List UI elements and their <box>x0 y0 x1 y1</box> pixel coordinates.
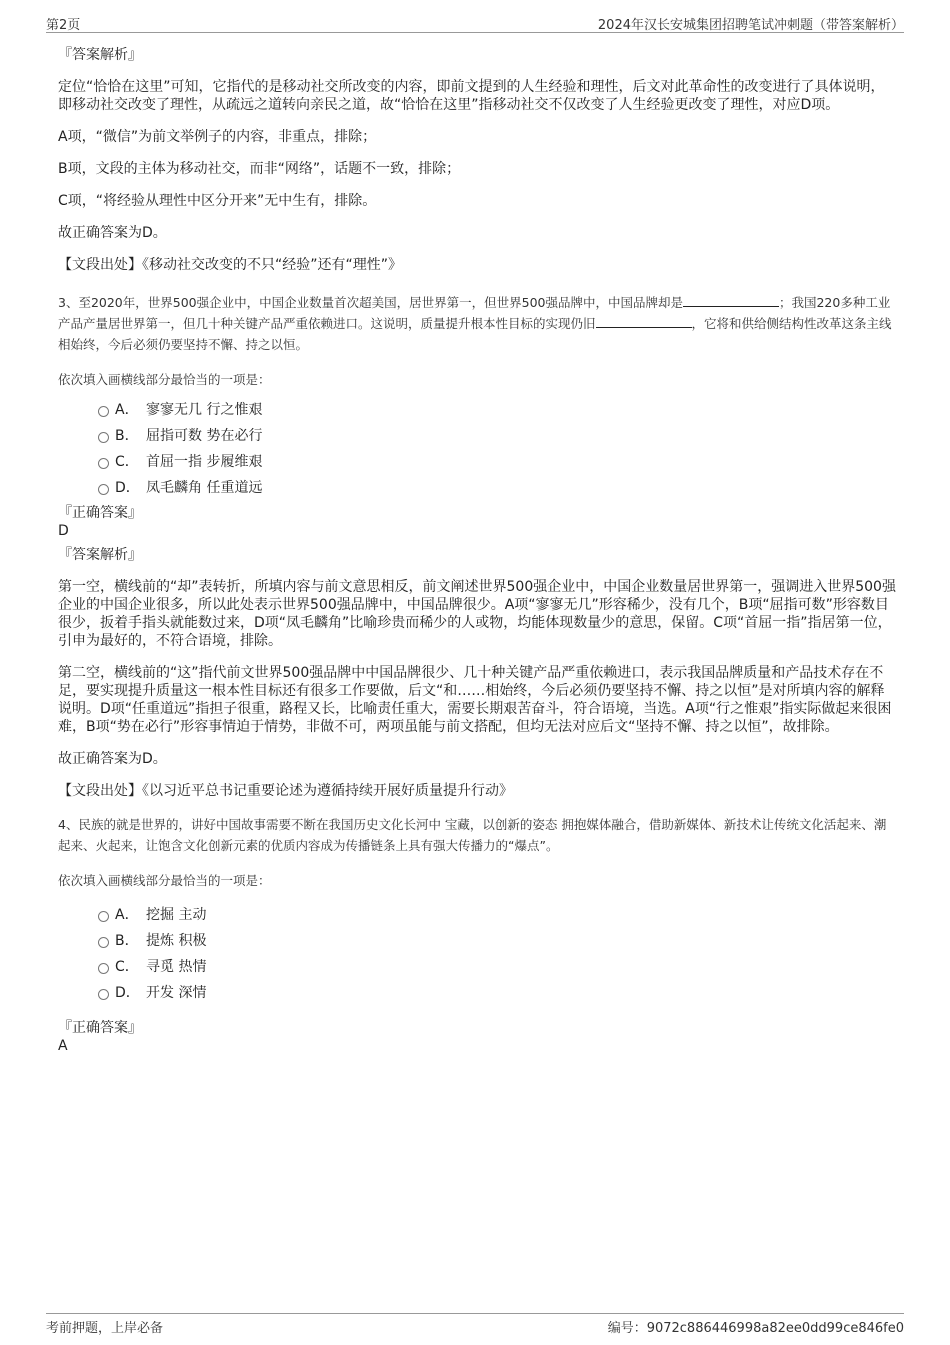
q3-conclusion: 故正确答案为D。 <box>58 751 167 767</box>
q2-analysis-p4: C项，“将经验从理性中区分开来”无中生有，排除。 <box>58 193 377 209</box>
document-title: 2024年汉长安城集团招聘笔试冲刺题（带答案解析） <box>597 18 904 33</box>
q3-option-c[interactable]: C． 首屈一指 步履维艰 <box>58 452 896 478</box>
blank-line <box>683 294 779 307</box>
radio-button[interactable] <box>98 963 109 974</box>
q3-answer: D <box>58 523 69 539</box>
q2-source: 【文段出处】《移动社交改变的不只“经验”还有“理性”》 <box>58 257 403 273</box>
q2-analysis-p1: 定位“恰恰在这里”可知，它指代的是移动社交所改变的内容，即前文提到的人生经验和理性，后文对此革命性的改变进行了具体说明，即移动社交改变了理性，从疏远之道转向亲民之道，故“恰恰在这里”指移动社交不仅改变了人生经验更改变了理性，对应D项。 <box>58 79 885 113</box>
q4-option-a[interactable]: A． 挖掘 主动 <box>58 905 896 931</box>
q2-analysis-p2: A项，“微信”为前文举例子的内容，非重点，排除； <box>58 129 377 145</box>
q2-analysis-p3: B项，文段的主体为移动社交，而非“网络”，话题不一致，排除； <box>58 161 461 177</box>
q4-answer-label: 『正确答案』 <box>58 1020 142 1036</box>
q4-option-c[interactable]: C． 寻觅 热情 <box>58 957 896 983</box>
radio-button[interactable] <box>98 484 109 495</box>
q3-options <box>58 400 896 504</box>
q3-answer-label: 『正确答案』 <box>58 505 142 521</box>
radio-button[interactable] <box>98 937 109 948</box>
page-number: 第2页 <box>46 18 81 33</box>
q4-option-b[interactable]: B． 提炼 积极 <box>58 931 896 957</box>
q3-analysis-p1: 第一空，横线前的“却”表转折，所填内容与前文意思相反，前文阐述世界500强企业中，中国企业数量居世界第一，强调进入世界500强企业的中国企业很多，所以此处表示世界500强品牌中，中国品牌很少。A项“寥寥无几”形容稀少，没有几个，B项“屈指可数”形容数目很少，扳着手指头就能数过来，D项“凤毛麟角”比喻珍贵而稀少的人或物，均能体现数量少的意思，保留。C项“首屈一指”指居第一位，引申为最好的，不符合语境，排除。 <box>58 579 896 649</box>
q4-answer: A <box>58 1038 68 1054</box>
q3-option-d[interactable]: D． 凤毛麟角 任重道远 <box>58 478 896 504</box>
radio-button[interactable] <box>98 989 109 1000</box>
page-header <box>46 12 904 33</box>
document-code: 编号：9072c886446998a82ee0dd99ce846fe0 <box>607 1321 904 1336</box>
q2-conclusion: 故正确答案为D。 <box>58 225 167 241</box>
radio-button[interactable] <box>98 458 109 469</box>
page-footer <box>46 1313 904 1336</box>
q4-options <box>58 905 896 1009</box>
q3-option-b[interactable]: B． 屈指可数 势在必行 <box>58 426 896 452</box>
q3-analysis-label: 『答案解析』 <box>58 547 142 563</box>
footer-slogan: 考前押题，上岸必备 <box>46 1321 164 1336</box>
q3-analysis-p2: 第二空，横线前的“这”指代前文世界500强品牌中中国品牌很少、几十种关键产品严重依赖进口，表示我国品牌质量和产品技术存在不足，要实现提升质量这一根本性目标还有很多工作要做，后文“和……相始终，今后必须仍要坚持不懈、持之以恒”是对所填内容的解释说明。D项“任重道远”指担子很重，路程又长，比喻责任重大，需要长期艰苦奋斗，符合语境，当选。A项“行之惟艰”指实际做起来很困难，B项“势在必行”形容事情迫于情势，非做不可，两项虽能与前文搭配，但均无法对应后文“坚持不懈、持之以恒”，故排除。 <box>58 665 892 735</box>
radio-button[interactable] <box>98 432 109 443</box>
q2-analysis-label: 『答案解析』 <box>58 47 142 63</box>
q4-prompt: 依次填入画横线部分最恰当的一项是： <box>58 873 271 888</box>
q3-prompt: 依次填入画横线部分最恰当的一项是： <box>58 372 271 387</box>
page-content <box>58 46 896 1055</box>
q3-option-a[interactable]: A． 寥寥无几 行之惟艰 <box>58 400 896 426</box>
q3-stem: 3、至2020年，世界500强企业中，中国企业数量首次超美国，居世界第一，但世界500强品牌中，中国品牌却是 ；我国220多种工业产品产量居世界第一，但几十种关键产品严重依赖进口。这说明，质量提升根本性目标的实现仍旧 ，它将和供给侧结构性改革这条主线相始终，今后必须仍要坚持不懈、持之以恒。 <box>58 295 892 352</box>
blank-line <box>596 315 692 328</box>
q3-source: 【文段出处】《以习近平总书记重要论述为遵循持续开展好质量提升行动》 <box>58 783 513 799</box>
radio-button[interactable] <box>98 406 109 417</box>
q4-stem: 4、民族的就是世界的，讲好中国故事需要不断在我国历史文化长河中 宝藏，以创新的姿态 拥抱媒体融合，借助新媒体、新技术让传统文化活起来、潮起来、火起来，让饱含文化创新元素的优质内容成为传播链条上具有强大传播力的“爆点”。 <box>58 817 887 853</box>
radio-button[interactable] <box>98 911 109 922</box>
q4-option-d[interactable]: D． 开发 深情 <box>58 983 896 1009</box>
